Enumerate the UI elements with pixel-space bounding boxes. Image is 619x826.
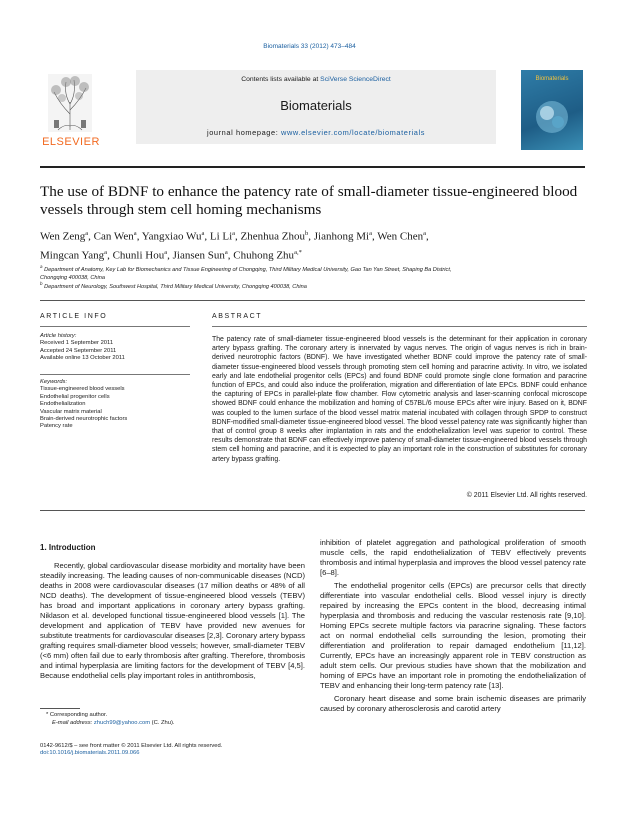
publisher-logo[interactable] xyxy=(40,70,98,155)
author-separator: , xyxy=(88,230,94,243)
intro-heading: 1. Introduction xyxy=(40,543,96,552)
journal-banner xyxy=(40,70,585,155)
email-suffix: (C. Zhu). xyxy=(150,719,175,726)
keywords-label: Keywords: xyxy=(40,379,68,385)
author-name[interactable]: Wen Chen xyxy=(377,230,424,243)
author-name[interactable]: Can Wen xyxy=(93,230,134,243)
affiliation-b-text: Department of Neurology, Southwest Hospital, Third Military Medical University, Chongqing 400038, China xyxy=(44,283,307,290)
cover-title: Biomaterials xyxy=(535,76,569,82)
copyright-line: © 2011 Elsevier Ltd. All rights reserved. xyxy=(466,492,587,499)
author-separator: , xyxy=(308,230,314,243)
issn-block xyxy=(40,743,340,758)
author-separator: , xyxy=(107,249,113,262)
author-separator: , xyxy=(136,230,142,243)
author-affiliation-marker[interactable]: a xyxy=(369,230,372,237)
author-name[interactable]: Jianhong Mi xyxy=(313,230,370,243)
elsevier-tree-icon xyxy=(48,74,92,132)
contents-line xyxy=(136,76,496,83)
author-separator: , xyxy=(371,230,378,243)
cover-art-icon xyxy=(533,98,571,136)
sciencedirect-link[interactable]: SciVerse ScienceDirect xyxy=(320,76,391,83)
author-affiliation-marker[interactable]: a xyxy=(133,230,137,237)
author-separator: , xyxy=(227,249,234,262)
online-date: Available online 13 October 2011 xyxy=(40,355,125,362)
intro-paragraph-2: inhibition of platelet aggregation and pathological proliferation of smooth muscle cells, the rapid endothelialization of TEBV effectively prevents thrombosis and intimal hyperplasia and improves the blood vessel patency rate [6–8]. xyxy=(320,538,586,577)
affiliation-b-label: b xyxy=(40,281,43,286)
footnotes xyxy=(40,712,320,727)
accepted-date: Accepted 24 September 2011 xyxy=(40,347,117,354)
email-line xyxy=(40,720,320,728)
author-affiliation-marker[interactable]: a xyxy=(85,230,89,237)
article-info-heading: ARTICLE INFO xyxy=(40,313,108,320)
abstract-heading: ABSTRACT xyxy=(212,313,263,320)
authors-divider xyxy=(40,300,585,301)
author-name[interactable]: Chuhong Zhu xyxy=(233,249,295,262)
doi-link[interactable]: doi:10.1016/j.biomaterials.2011.09.066 xyxy=(40,750,140,757)
affiliation-a-text: Department of Anatomy, Key Lab for Biomechanics and Tissue Engineering of Chongqing, Third Military Medical University, Gao Tan Yan Street, Shaping Ba District, xyxy=(44,266,452,273)
keywords-block xyxy=(40,379,190,431)
journal-cover[interactable] xyxy=(521,70,583,150)
intro-right-column xyxy=(320,538,586,714)
author-affiliation-marker[interactable]: a xyxy=(201,230,205,237)
journal-homepage xyxy=(136,128,496,137)
issn-line: 0142-9612/$ – see front matter © 2011 Elsevier Ltd. All rights reserved. xyxy=(40,743,223,749)
author-name[interactable]: Wen Zeng xyxy=(40,230,86,243)
intro-paragraph-3: The endothelial progenitor cells (EPCs) are precursor cells that directly differentiate into vascular endothelial cells. Blood vessel injury is directly repaired by increasing the EPCs content in the blood, decreasing intimal hyperplasia and thrombosis and reducing the vascular restenosis rate [9,10]. Homing EPCs secrete multiple factors via paracrine signaling. These factors act on normal endothelial cells surrounding the lesion, promoting their differentiation and proliferation to repair damaged endothelium [11,12]. Currently, EPCs have an increasingly apparent role in TEBV construction as adult stem cells. Our previous studies have shown that the mobilization and homing of EPCs have an important role in promoting the endothelialization of TEBV and enhancing their long-term patency rate [13]. xyxy=(320,581,586,690)
author-name[interactable]: Zhenhua Zhou xyxy=(240,230,305,243)
author-name[interactable]: Yangxiao Wu xyxy=(141,230,202,243)
author-affiliation-marker[interactable]: b xyxy=(305,230,309,237)
elsevier-wordmark: ELSEVIER xyxy=(42,136,100,148)
homepage-prefix: journal homepage: xyxy=(206,128,282,137)
journal-citation[interactable]: Biomaterials 33 (2012) 473–484 xyxy=(263,43,356,50)
email-link[interactable]: zhuch99@yahoo.com xyxy=(93,719,151,726)
history-label: Article history: xyxy=(40,333,77,339)
keyword-item[interactable]: Endothelial progenitor cells xyxy=(40,393,110,400)
header-rule xyxy=(40,166,585,168)
intro-paragraph-4: Coronary heart disease and some brain ischemic diseases are primarily caused by coronary atherosclerosis and carotid artery xyxy=(320,694,586,713)
received-date: Received 1 September 2011 xyxy=(40,340,114,347)
author-separator: , xyxy=(426,230,429,243)
author-affiliation-marker[interactable]: a xyxy=(232,230,236,237)
journal-header-box xyxy=(136,70,496,144)
journal-name: Biomaterials xyxy=(280,98,352,113)
author-name[interactable]: Jiansen Sun xyxy=(172,249,225,262)
intro-paragraph-1: Recently, global cardiovascular disease morbidity and mortality have been steadily increasing. The leading causes of non-communicable diseases (NCD) deaths in 2008 were cardiovascular diseases (17 million deaths or 48% of all NCD deaths). The development of tissue-engineered blood vessels (TEBV) has broad and important applications in coronary artery bypass grafting. Niklason et al. developed functional tissue-engineered blood vessels [1]. The development and application of TEBV have provided new avenues for substitute treatments for cardiovascular diseases [2,3]. Coronary artery bypass grafting requires small-diameter blood vessels; however, small-diameter TEBV (<6 mm) often fail due to early thrombosis after grafting. Therefore, thrombosis and intimal hyperplasia are limiting factors for the development of TEBV [4,5]. Because endothelial cells play important roles in antithrombosis, xyxy=(40,561,305,680)
keyword-item[interactable]: Tissue-engineered blood vessels xyxy=(40,386,125,393)
author-affiliation-marker[interactable]: a xyxy=(224,249,228,257)
article-history xyxy=(40,333,190,363)
author-name[interactable]: Chunli Hou xyxy=(112,249,165,262)
keyword-item[interactable]: Vascular matrix material xyxy=(40,408,102,415)
keyword-item[interactable]: Patency rate xyxy=(40,423,73,430)
keyword-item[interactable]: Brain-derived neurotrophic factors xyxy=(40,416,128,423)
author-affiliation-marker[interactable]: a xyxy=(104,249,108,257)
affiliation-a-cont: Chongqing 400038, China xyxy=(40,274,106,281)
abstract-rule-top xyxy=(212,326,587,327)
abstract-text: The patency rate of small-diameter tissue-engineered blood vessels is the determinant for their application in coronary artery bypass grafting. The coronary artery is innervated by vagus nerves. The origin of vagus nerves is rich in brain-derived neurotrophic factors (BDNF). We have investigated whether BDNF could improve the patency rate of small-diameter tissue-engineered blood vessels through promoting stem cell homing and paracrine activity. In vitro, we isolated early and late endothelial progenitor cells (EPCs) and found BDNF could promote single clone formation and paracrine function of EPCs, and could also induce the proliferation, migration and differentiation of late EPCs. BDNF could enhance the capturing of EPCs in parallel-plate flow chamber. Flow cytometric analysis and laser-scanning confocal microscope showed BDNF could enhance the mobilization and homing of C57BL/6 mouse EPCs after wire injury. Based on it, BDNF was coupled to the lumen surface of the blood vessel matrix material incubated with collagen through SPDP to construct BDNF-modified small-diameter tissue-engineered blood vessel. The blood vessel patency rate was significantly higher than that of control group 8 weeks after implantation in rats and the endothelialization level was superior to control. These results demonstrate that BDNF can effectively improve patency of small-diameter tissue-engineered blood vessels through stem cell homing and paracrine, and it is expected to play an important role in the construction of substitutes for coronary artery bypass grafting. xyxy=(212,336,587,463)
intro-left-column xyxy=(40,561,305,681)
contents-prefix: Contents lists available at xyxy=(241,76,321,83)
author-line-1 xyxy=(40,226,590,245)
keyword-item[interactable]: Endothelialization xyxy=(40,401,86,408)
author-list xyxy=(40,226,590,264)
homepage-link[interactable]: www.elsevier.com/locate/biomaterials xyxy=(281,128,426,137)
author-separator: , xyxy=(204,230,210,243)
author-affiliation-marker[interactable]: a xyxy=(164,249,168,257)
affiliation-a-label: a xyxy=(40,264,43,269)
author-separator: , xyxy=(167,249,173,262)
article-title: The use of BDNF to enhance the patency rate of small-diameter tissue-engineered blood vessels through stem cell homing mechanisms xyxy=(40,183,578,218)
footnote-rule xyxy=(40,708,80,709)
author-line-2 xyxy=(40,245,590,264)
corresponding-author-note: * Corresponding author. xyxy=(46,712,108,718)
author-affiliation-marker[interactable]: a,* xyxy=(294,249,302,257)
info-rule-top xyxy=(40,326,190,327)
author-name[interactable]: Mingcan Yang xyxy=(40,249,105,262)
author-affiliation-marker[interactable]: a xyxy=(423,230,427,237)
author-name[interactable]: Li Li xyxy=(209,230,233,243)
author-separator: , xyxy=(235,230,241,243)
email-label: E-mail address: xyxy=(52,719,94,726)
affiliation-b xyxy=(40,280,590,291)
abstract-divider xyxy=(40,510,585,511)
info-rule-mid xyxy=(40,374,190,375)
